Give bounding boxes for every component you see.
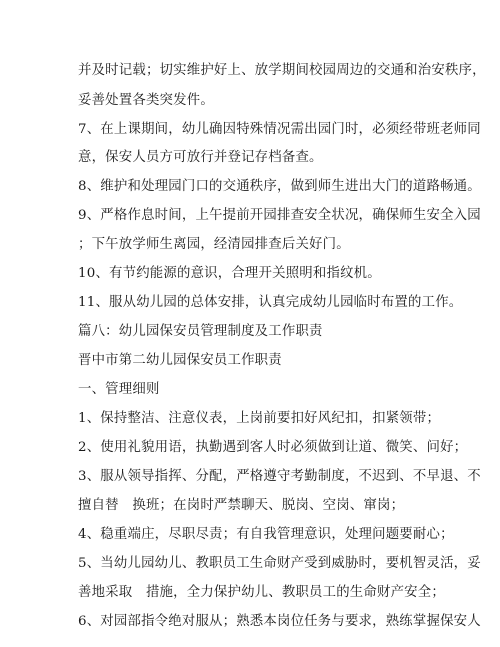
- text-line: ；下午放学师生离园，经清园排查后关好门。: [78, 237, 350, 252]
- text-line: 11、服从幼儿园的总体安排，认真完成幼儿园临时布置的工作。: [78, 295, 463, 310]
- section-heading: 篇八：幼儿园保安员管理制度及工作职责: [78, 324, 323, 339]
- text-line: 擅自替 换班；在岗时严禁聊天、脱岗、空岗、窜岗；: [78, 498, 405, 513]
- subsection-heading: 一、管理细则: [78, 382, 160, 397]
- text-line: 4、稳重端庄，尽职尽责；有自我管理意识，处理问题要耐心；: [78, 527, 454, 542]
- text-line: 6、对园部指令绝对服从；熟悉本岗位任务与要求，熟练掌握保安人: [78, 614, 481, 629]
- text-line: 2、使用礼貌用语，执勤遇到客人时必须做到让道、微笑、问好；: [78, 440, 468, 455]
- text-line: 5、当幼儿园幼儿、教职员工生命财产受到威胁时，要机智灵活，妥: [78, 556, 481, 571]
- text-line: 意，保安人员方可放行并登记存档备查。: [78, 150, 323, 165]
- text-line: 7、在上课期间，幼儿确因特殊情况需出园门时，必须经带班老师同: [78, 122, 481, 137]
- text-line: 3、服从领导指挥、分配，严格遵守考勤制度，不迟到、不早退、不: [78, 469, 481, 484]
- text-line: 8、维护和处理园门口的交通秩序，做到师生进出大门的道路畅通。: [78, 179, 481, 194]
- document-title: 晋中市第二幼儿园保安员工作职责: [78, 353, 282, 368]
- text-line: 善地采取 措施，全力保护幼儿、教职员工的生命财产安全；: [78, 585, 445, 600]
- text-line: 并及时记载；切实维护好上、放学期间校园周边的交通和治安秩序，: [78, 63, 486, 78]
- text-line: 1、保持整洁、注意仪表，上岗前要扣好风纪扣，扣紧领带；: [78, 411, 441, 426]
- text-line: 9、严格作息时间，上午提前开园排查安全状况，确保师生安全入园: [78, 208, 481, 223]
- text-line: 妥善处置各类突发件。: [78, 93, 214, 108]
- text-line: 10、有节约能源的意识，合理开关照明和指纹机。: [78, 266, 381, 281]
